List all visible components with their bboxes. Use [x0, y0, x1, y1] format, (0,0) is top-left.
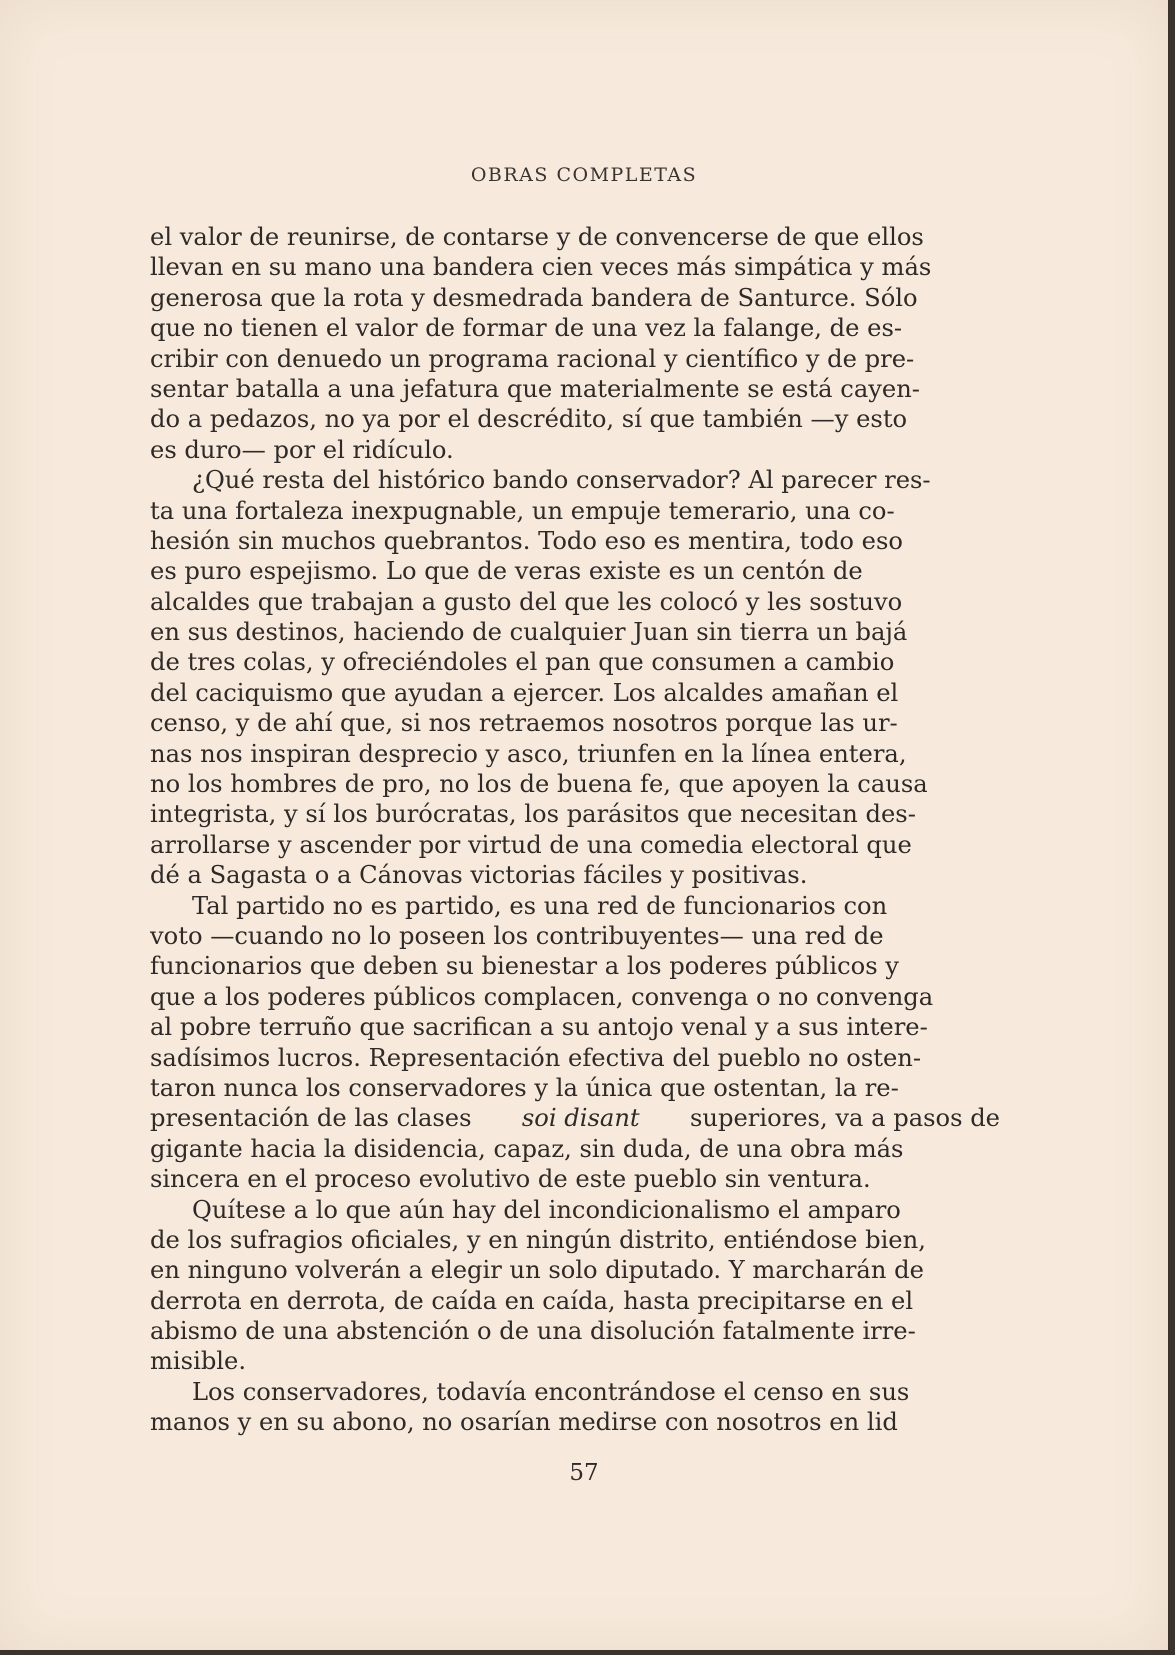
text-line: nas nos inspiran desprecio y asco, triunfen en la línea entera, [150, 739, 907, 768]
text-line: sincera en el proceso evolutivo de este pueblo sin ventura. [150, 1165, 871, 1194]
text-line: do a pedazos, no ya por el descrédito, sí que también —y esto [150, 405, 908, 434]
text-line: funcionarios que deben su bienestar a los poderes públicos y [150, 952, 899, 981]
text-line: del caciquismo que ayudan a ejercer. Los alcaldes amañan el [150, 678, 899, 707]
italic-phrase: soi disant [521, 1104, 640, 1133]
text-line: en ninguno volverán a elegir un solo diputado. Y marcharán de [150, 1256, 924, 1285]
text-line: derrota en derrota, de caída en caída, hasta precipitarse en el [150, 1286, 914, 1315]
body-text [150, 222, 1000, 1438]
page-edge-shadow [1168, 0, 1175, 1655]
text-line: arrollarse y ascender por virtud de una comedia electoral que [150, 830, 912, 859]
text-line: Tal partido no es partido, es una red de funcionarios con [192, 891, 888, 920]
text-line: Los conservadores, todavía encontrándose el censo en sus [192, 1377, 910, 1406]
text-segment: superiores, va a pasos de [690, 1104, 1000, 1133]
text-line: no los hombres de pro, no los de buena fe, que apoyen la causa [150, 770, 928, 799]
text-line: llevan en su mano una bandera cien veces más simpática y más [150, 253, 932, 282]
text-line: censo, y de ahí que, si nos retraemos nosotros porque las ur- [150, 709, 898, 738]
text-line: misible. [150, 1347, 247, 1376]
page-number: 57 [569, 1460, 599, 1486]
text-line: sentar batalla a una jefatura que materialmente se está cayen- [150, 374, 920, 403]
text-line-with-italic [150, 1103, 1000, 1133]
text-line: dé a Sagasta o a Cánovas victorias fáciles y positivas. [150, 861, 808, 890]
text-line: es duro— por el ridículo. [150, 435, 454, 464]
text-line: de tres colas, y ofreciéndoles el pan que consumen a cambio [150, 648, 895, 677]
text-line: que no tienen el valor de formar de una vez la falange, de es- [150, 314, 903, 343]
text-line: alcaldes que trabajan a gusto del que les colocó y les sostuvo [150, 587, 903, 616]
running-header: OBRAS COMPLETAS [470, 164, 698, 186]
text-line: que a los poderes públicos complacen, convenga o no convenga [150, 982, 934, 1011]
text-line: Quítese a lo que aún hay del incondicionalismo el amparo [192, 1195, 901, 1224]
text-line: en sus destinos, haciendo de cualquier Juan sin tierra un bajá [150, 618, 908, 647]
text-line: taron nunca los conservadores y la única que ostentan, la re- [150, 1073, 899, 1102]
page-bottom-shadow [0, 1650, 1175, 1655]
text-segment: presentación de las clases [150, 1104, 472, 1133]
text-line: gigante hacia la disidencia, capaz, sin duda, de una obra más [150, 1134, 904, 1163]
text-line: el valor de reunirse, de contarse y de convencerse de que ellos [150, 223, 924, 251]
text-line: cribir con denuedo un programa racional y científico y de pre- [150, 344, 915, 373]
text-line: abismo de una abstención o de una disolución fatalmente irre- [150, 1317, 916, 1346]
text-line: ta una fortaleza inexpugnable, un empuje temerario, una co- [150, 496, 895, 525]
text-line: hesión sin muchos quebrantos. Todo eso es mentira, todo eso [150, 526, 903, 555]
text-line: es puro espejismo. Lo que de veras existe es un centón de [150, 557, 863, 586]
text-line: integrista, y sí los burócratas, los parásitos que necesitan des- [150, 800, 916, 829]
text-line: al pobre terruño que sacrifican a su antojo venal y a sus intere- [150, 1013, 928, 1042]
text-line: generosa que la rota y desmedrada bandera de Santurce. Sólo [150, 283, 918, 312]
text-line: manos y en su abono, no osarían medirse con nosotros en lid [150, 1408, 898, 1437]
text-line: sadísimos lucros. Representación efectiva del pueblo no osten- [150, 1043, 922, 1072]
text-line: de los sufragios oficiales, y en ningún distrito, entiéndose bien, [150, 1225, 926, 1254]
text-line: ¿Qué resta del histórico bando conservador? Al parecer res- [192, 466, 931, 495]
text-line: voto —cuando no lo poseen los contribuyentes— una red de [150, 921, 884, 950]
